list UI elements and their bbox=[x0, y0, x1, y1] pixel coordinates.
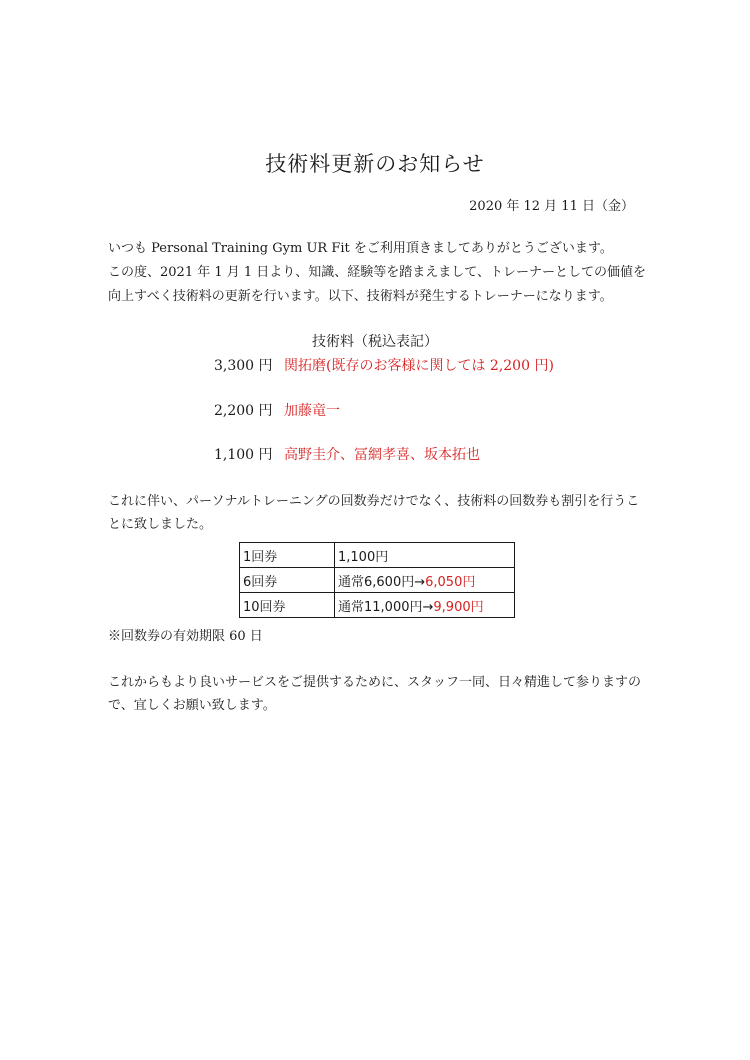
ticket-price bbox=[335, 568, 515, 593]
discount-price: 9,900円 bbox=[433, 599, 484, 615]
fee-price: 1,100 円 bbox=[214, 447, 273, 463]
price-arrow: → bbox=[414, 574, 426, 590]
regular-price: 1,100円 bbox=[338, 549, 389, 565]
closing-line-1: これからもより良いサービスをご提供するために、スタッフ一同、日々精進して参りますの bbox=[108, 675, 642, 690]
ticket-price bbox=[335, 543, 515, 568]
table-row bbox=[240, 593, 515, 618]
regular-price: 通常11,000円 bbox=[338, 599, 423, 615]
validity-note: ※回数券の有効期限 60 日 bbox=[108, 629, 263, 644]
ticket-name: 1回券 bbox=[240, 543, 335, 568]
closing-line-2: で、宜しくお願い致します。 bbox=[108, 698, 276, 713]
date-line: 2020 年 12 月 11 日（金） bbox=[469, 199, 634, 214]
fee-price: 2,200 円 bbox=[214, 403, 273, 419]
intro-line-2: この度、2021 年 1 月 1 日より、知識、経験等を踏まえまして、トレーナーとしての価値を bbox=[108, 265, 647, 280]
table-row bbox=[240, 543, 515, 568]
ticket-price bbox=[335, 593, 515, 618]
table-row bbox=[240, 568, 515, 593]
fee-trainer-names: 高野圭介、冨網孝喜、坂本拓也 bbox=[284, 447, 480, 463]
fee-heading: 技術料（税込表記） bbox=[312, 334, 438, 350]
ticket-name: 10回券 bbox=[240, 593, 335, 618]
fee-price: 3,300 円 bbox=[214, 358, 273, 374]
intro-line-1: いつも Personal Training Gym UR Fit をご利用頂きましてありがとうございます。 bbox=[108, 241, 613, 256]
ticket-price-table bbox=[239, 542, 515, 618]
discount-price: 6,050円 bbox=[425, 574, 476, 590]
regular-price: 通常6,600円 bbox=[338, 574, 415, 590]
fee-trainer-names: 加藤竜一 bbox=[284, 403, 340, 419]
fee-trainer-names: 関拓磨(既存のお客様に関しては 2,200 円) bbox=[284, 358, 554, 374]
discount-line-2: とに致しました。 bbox=[108, 517, 213, 532]
price-arrow: → bbox=[422, 599, 434, 615]
intro-line-3: 向上すべく技術料の更新を行います。以下、技術料が発生するトレーナーになります。 bbox=[108, 289, 613, 304]
page-title: 技術料更新のお知らせ bbox=[265, 152, 485, 176]
ticket-name: 6回券 bbox=[240, 568, 335, 593]
discount-line-1: これに伴い、パーソナルトレーニングの回数券だけでなく、技術料の回数券も割引を行うこ bbox=[108, 494, 640, 509]
